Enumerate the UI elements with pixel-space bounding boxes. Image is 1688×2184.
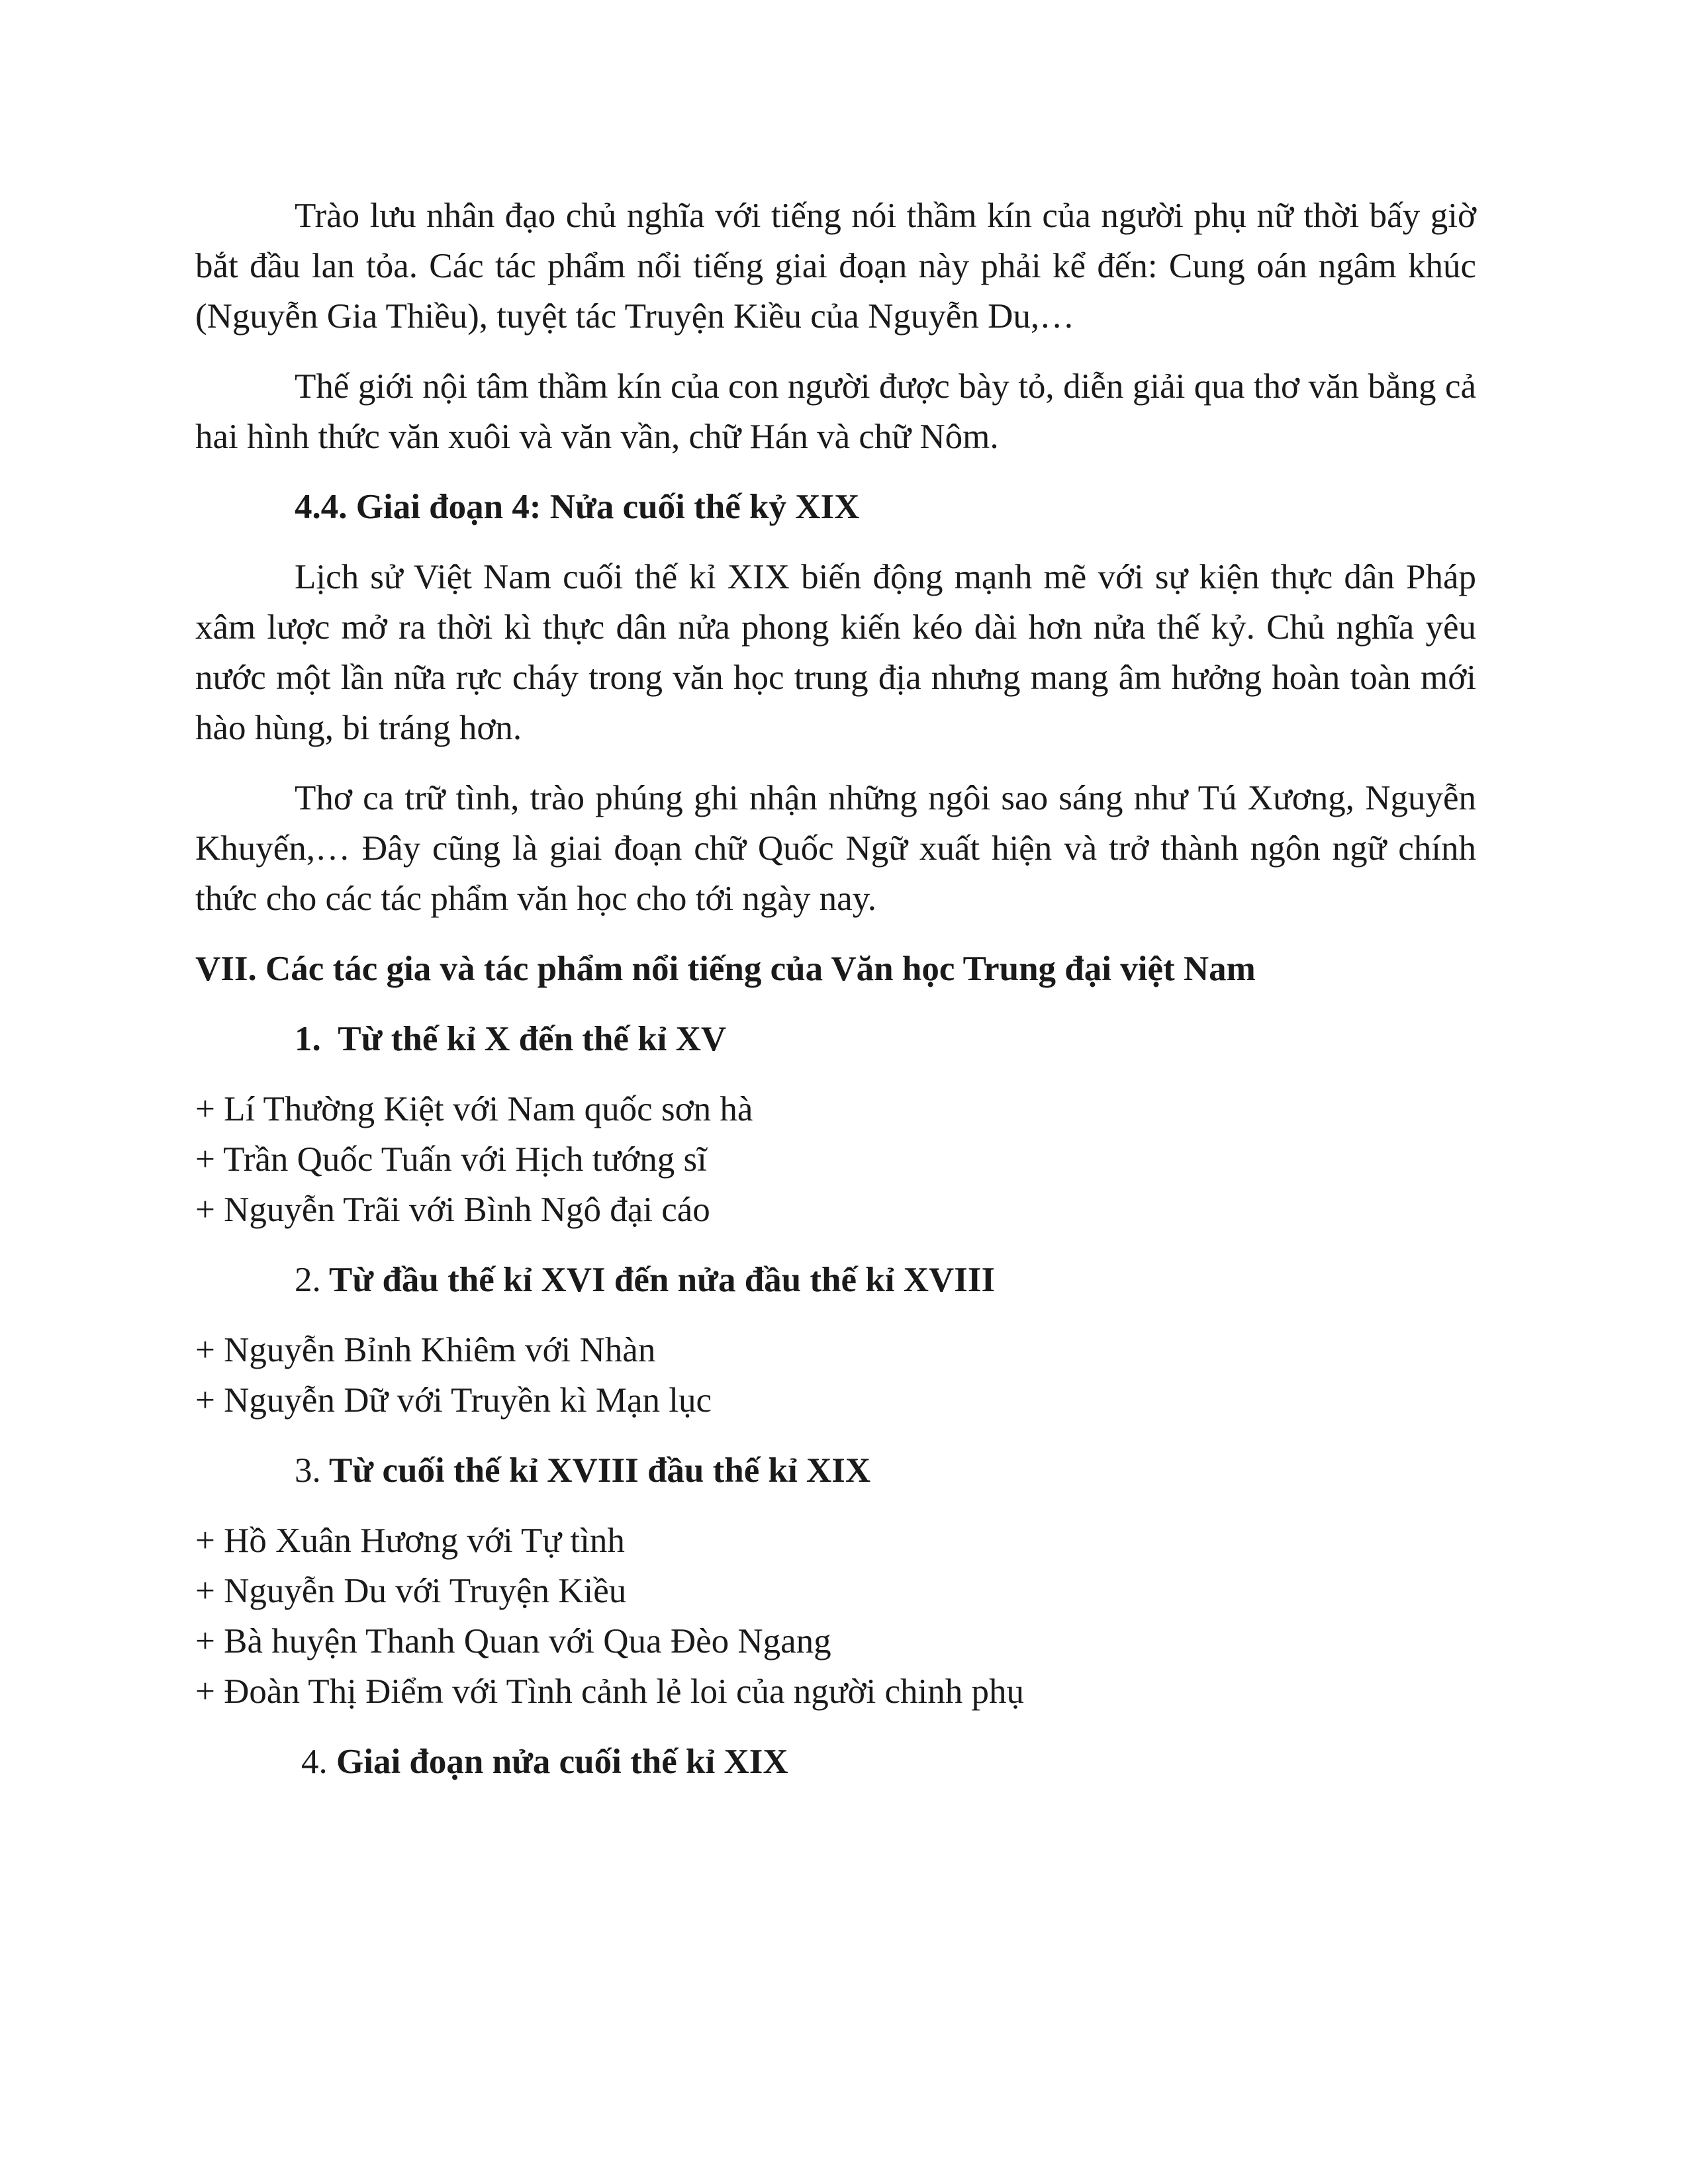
paragraph-lyric-poetry: Thơ ca trữ tình, trào phúng ghi nhận những ngôi sao sáng như Tú Xương, Nguyễn Khuyến,… Đây cũng là giai đoạn chữ Quốc Ngữ xuất hiện và trở thành ngôn ngữ chính thức cho các tác phẩm văn học cho tới ngày nay.: [195, 779, 1476, 918]
period-title: Giai đoạn nửa cuối thế kỉ XIX: [336, 1743, 788, 1781]
period-1-list: [195, 1084, 1476, 1235]
paragraph-history-late-19th: Lịch sử Việt Nam cuối thế kỉ XIX biến động mạnh mẽ với sự kiện thực dân Pháp xâm lược mở ra thời kì thực dân nửa phong kiến kéo dài hơn nửa thế kỷ. Chủ nghĩa yêu nước một lần nữa rực cháy trong văn học trung địa nhưng mang âm hưởng hoàn toàn mới hào hùng, bi tráng hơn.: [195, 558, 1476, 747]
list-item: + Đoàn Thị Điểm với Tình cảnh lẻ loi của người chinh phụ: [195, 1672, 1024, 1711]
period-heading-1: [195, 1014, 1476, 1064]
period-number: 1.: [295, 1020, 321, 1058]
list-item: + Nguyễn Du với Truyện Kiều: [195, 1572, 627, 1610]
list-item: + Hồ Xuân Hương với Tự tình: [195, 1522, 625, 1560]
document-page: [195, 191, 1476, 1807]
heading-section-4-4: 4.4. Giai đoạn 4: Nửa cuối thế kỷ XIX: [295, 488, 860, 526]
list-item: + Nguyễn Bỉnh Khiêm với Nhàn: [195, 1331, 656, 1369]
list-item: + Lí Thường Kiệt với Nam quốc sơn hà: [195, 1090, 753, 1128]
list-item: + Bà huyện Thanh Quan với Qua Đèo Ngang: [195, 1622, 831, 1661]
period-2-list: [195, 1325, 1476, 1426]
heading-section-vii: VII. Các tác gia và tác phẩm nổi tiếng của Văn học Trung đại việt Nam: [195, 950, 1256, 988]
period-number: 4.: [301, 1743, 328, 1781]
paragraph-humanism: Trào lưu nhân đạo chủ nghĩa với tiếng nói thầm kín của người phụ nữ thời bấy giờ bắt đầu lan tỏa. Các tác phẩm nổi tiếng giai đoạn này phải kể đến: Cung oán ngâm khúc (Nguyễn Gia Thiều), tuyệt tác Truyện Kiều của Nguyễn Du,…: [195, 197, 1476, 336]
period-number: 2.: [295, 1261, 321, 1299]
list-item: + Nguyễn Dữ với Truyền kì Mạn lục: [195, 1381, 712, 1420]
list-item: + Trần Quốc Tuấn với Hịch tướng sĩ: [195, 1140, 707, 1179]
period-3-list: [195, 1516, 1476, 1717]
list-item: + Nguyễn Trãi với Bình Ngô đại cáo: [195, 1191, 710, 1229]
period-title: Từ thế kỉ X đến thế kỉ XV: [338, 1020, 727, 1058]
paragraph-inner-world: Thế giới nội tâm thầm kín của con người được bày tỏ, diễn giải qua thơ văn bằng cả hai hình thức văn xuôi và văn vần, chữ Hán và chữ Nôm.: [195, 367, 1476, 456]
period-heading-2: [195, 1255, 1476, 1305]
period-title: Từ cuối thế kỉ XVIII đầu thế kỉ XIX: [329, 1451, 871, 1490]
period-heading-4: [195, 1737, 1476, 1787]
period-heading-3: [195, 1445, 1476, 1496]
period-number: 3.: [295, 1451, 321, 1490]
period-title: Từ đầu thế kỉ XVI đến nửa đầu thế kỉ XVIII: [329, 1261, 996, 1299]
